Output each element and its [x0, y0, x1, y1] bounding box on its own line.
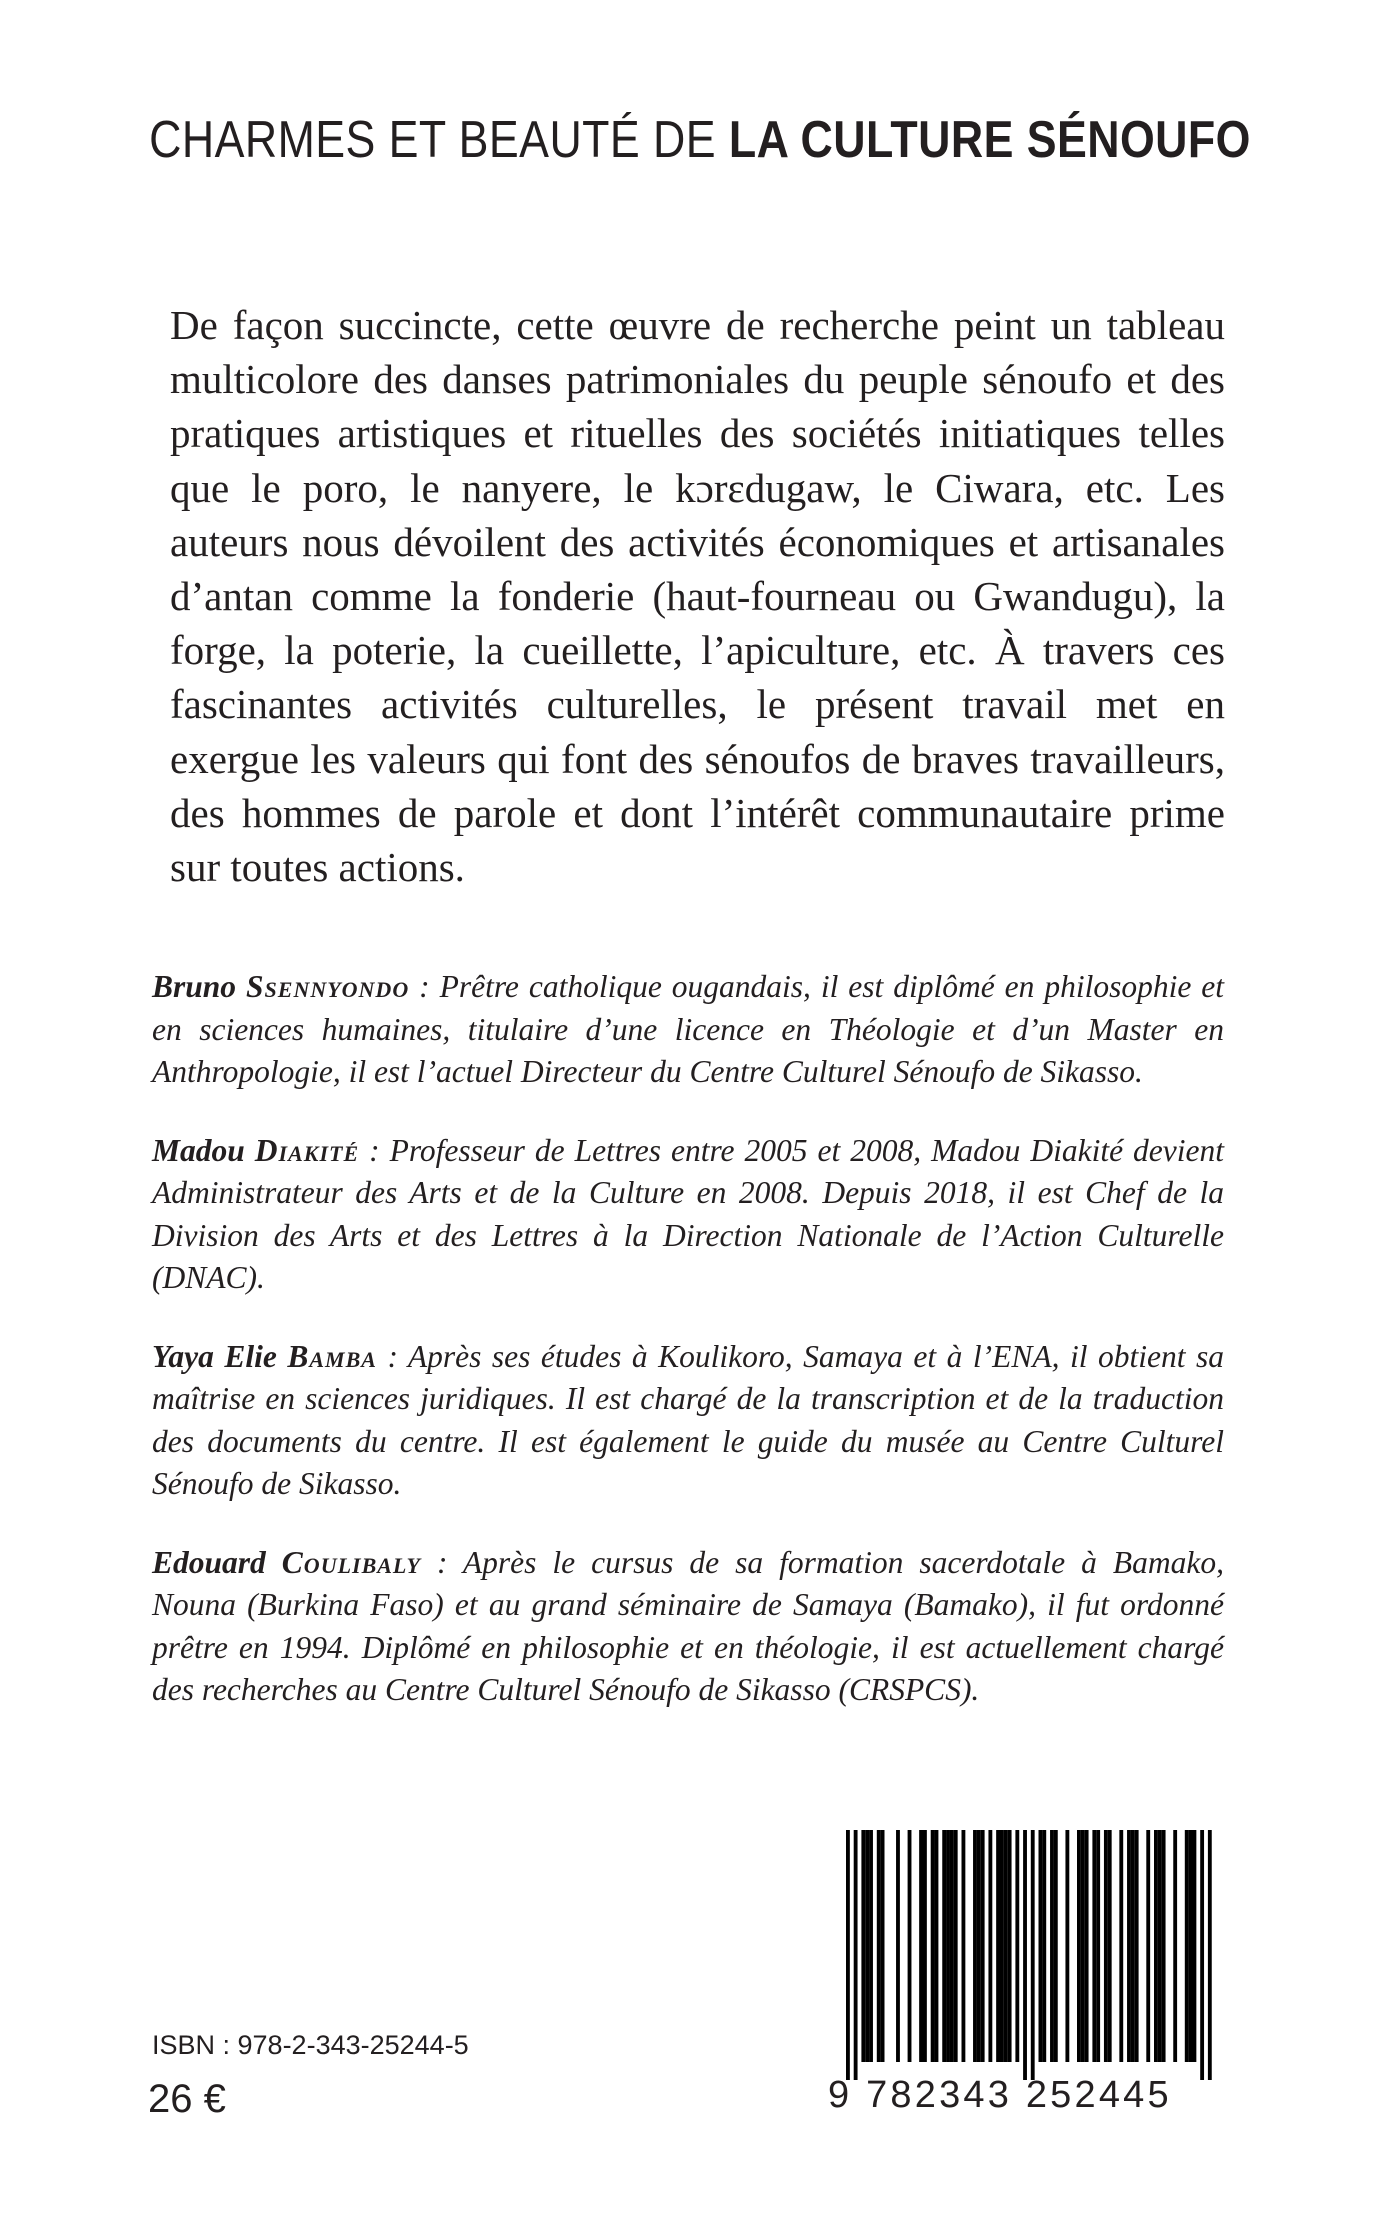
author-first-name: Edouard [152, 1544, 282, 1580]
barcode-bar [1085, 1830, 1089, 2062]
barcode-bar [1054, 1830, 1058, 2062]
barcode-bar [1158, 1830, 1162, 2062]
barcode-bar [1004, 1830, 1008, 2062]
barcode-bar [1077, 1830, 1081, 2062]
barcode-bar [946, 1830, 950, 2062]
title-main: LA CULTURE SÉNOUFO [728, 111, 1251, 169]
author-bios [152, 966, 1224, 1748]
barcode-bars [828, 1830, 1228, 2080]
author-bio-text: : Après le cursus de sa formation sacerdotale à Bamako, Nouna (Burkina Faso) et au grand séminaire de Samaya (Bamako), il fut ordonné prêtre en 1994. Diplômé en philosophie et en théologie, il est actuellement chargé des recherches au Centre Culturel Sénoufo de Sikasso (CRSPCS). [152, 1544, 1225, 1707]
barcode-bar [931, 1830, 935, 2062]
author-first-name: Yaya Elie [152, 1338, 288, 1374]
barcode-bar [881, 1830, 885, 2062]
barcode-digits: 9 782343 252445 [828, 2074, 1172, 2116]
barcode-bar [869, 1830, 873, 2062]
barcode-bar [996, 1830, 1000, 2062]
author-surname: Coulibaly [281, 1544, 421, 1580]
barcode-bar [1050, 1830, 1054, 2062]
barcode-bar [1146, 1830, 1150, 2062]
title-prefix: CHARMES ET BEAUTÉ DE [149, 111, 729, 169]
barcode-bar [1015, 1830, 1019, 2062]
barcode-bar [1185, 1830, 1189, 2062]
barcode-bar [1108, 1830, 1112, 2062]
barcode-bar [1000, 1830, 1004, 2062]
barcode-bar [1042, 1830, 1046, 2062]
barcode-bar [846, 1830, 850, 2080]
barcode-bar [908, 1830, 912, 2062]
price-label: 26 € [148, 2077, 226, 2121]
barcode-bar [988, 1830, 992, 2062]
barcode-bar [1154, 1830, 1158, 2062]
barcode-bar [1173, 1830, 1177, 2062]
barcode-bar [981, 1830, 985, 2062]
author-bio-text: : Professeur de Lettres entre 2005 et 2008, Madou Diakité devient Administrateur des Arts et de la Culture en 2008. Depuis 2018, il est Chef de la Division des Arts et des Lettres à la Direction Nationale de l’Action Culturelle (DNAC). [152, 1132, 1224, 1295]
barcode-bar [942, 1830, 946, 2062]
barcode-bar [1119, 1830, 1123, 2062]
barcode-bar [896, 1830, 900, 2062]
barcode-bar [1092, 1830, 1096, 2062]
author-bio-ssennyondo [152, 966, 1224, 1094]
book-abstract: De façon succincte, cette œuvre de recherche peint un tableau multicolore des danses patrimoniales du peuple sénoufo et des pratiques artistiques et rituelles des sociétés initiatiques telles que le poro, le nanyere, le kɔrɛdugaw, le Ciwara, etc. Les auteurs nous dévoilent des activités économiques et artisanales d’antan comme la fonderie (haut-fourneau ou Gwandugu), la forge, la poterie, la cueillette, l’apiculture, etc. À travers ces fascinantes activités culturelles, le présent travail met en exergue les valeurs qui font des sénoufos de braves travailleurs, des hommes de parole et dont l’intérêt communautaire prime sur toutes actions. [170, 302, 1225, 891]
barcode-bar [1031, 1830, 1035, 2080]
barcode-bar [877, 1830, 881, 2062]
barcode-bar [1023, 1830, 1027, 2080]
barcode-bar [1096, 1830, 1100, 2062]
author-first-name: Bruno [152, 969, 247, 1004]
barcode-bar [1189, 1830, 1193, 2062]
book-title [98, 110, 1302, 170]
barcode-bar [854, 1830, 858, 2080]
barcode-bar [1104, 1830, 1108, 2062]
barcode-bar [935, 1830, 939, 2062]
barcode-bar [977, 1830, 981, 2062]
barcode-bar [950, 1830, 954, 2062]
barcode-bar [1200, 1830, 1204, 2080]
barcode-bar [1039, 1830, 1043, 2062]
author-surname: Ssennyondo [246, 969, 410, 1004]
barcode-bar [1135, 1830, 1139, 2062]
barcode-bar [1208, 1830, 1212, 2080]
barcode-bar [1008, 1830, 1012, 2062]
author-bio-text: : Prêtre catholique ougandais, il est diplômé en philosophie et en sciences humaines, titulaire d’une licence en Théologie et d’un Master en Anthropologie, il est l’actuel Directeur du Centre Culturel Sénoufo de Sikasso. [152, 969, 1224, 1089]
author-surname: Bamba [287, 1338, 377, 1374]
barcode-bar [973, 1830, 977, 2062]
barcode-bar [1162, 1830, 1166, 2062]
barcode-bar [962, 1830, 966, 2062]
isbn-label: ISBN : 978-2-343-25244-5 [152, 2030, 469, 2060]
author-bio-coulibaly [152, 1542, 1224, 1712]
barcode-bar [923, 1830, 927, 2062]
barcode-bar [919, 1830, 923, 2062]
author-bio-bamba [152, 1336, 1224, 1506]
barcode-bar [954, 1830, 958, 2062]
barcode-bar [1081, 1830, 1085, 2062]
barcode-bar [1131, 1830, 1135, 2062]
author-bio-text: : Après ses études à Koulikoro, Samaya et à l’ENA, il obtient sa maîtrise en sciences juridiques. Il est chargé de la transcription et de la traduction des documents du centre. Il est également le guide du musée au Centre Culturel Sénoufo de Sikasso. [152, 1338, 1224, 1501]
author-first-name: Madou [152, 1132, 255, 1168]
author-bio-diakite [152, 1130, 1224, 1300]
barcode-bar [1127, 1830, 1131, 2062]
barcode-bar [1193, 1830, 1197, 2062]
barcode-bar [861, 1830, 865, 2062]
barcode-bar [1065, 1830, 1069, 2062]
barcode [828, 1830, 1228, 2130]
author-surname: Diakité [254, 1132, 360, 1168]
barcode-bar [865, 1830, 869, 2062]
